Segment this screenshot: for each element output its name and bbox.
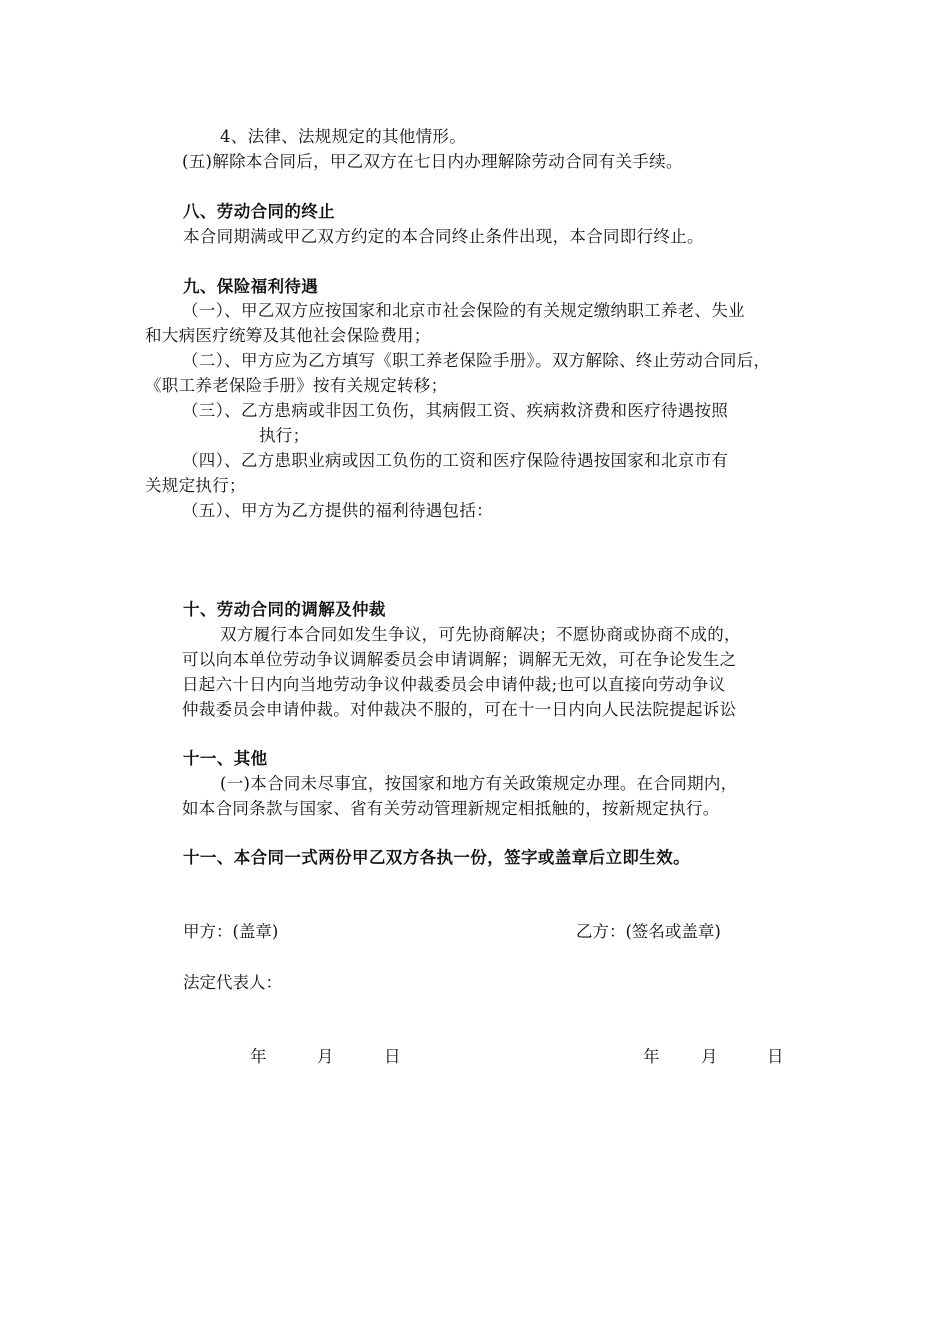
clause-9-1-line1: （一）、甲乙双方应按国家和北京市社会保险的有关规定缴纳职工养老、失业 xyxy=(182,301,745,320)
section-10-line1: 双方履行本合同如发生争议，可先协商解决；不愿协商或协商不成的， xyxy=(220,625,741,644)
section-11-line2: 如本合同条款与国家、省有关劳动管理新规定相抵触的，按新规定执行。 xyxy=(182,799,720,818)
clause-9-2-line1: （二）、甲方应为乙方填写《职工养老保险手册》。双方解除、终止劳动合同后， xyxy=(182,351,771,370)
party-a-seal-label: 甲方：(盖章) xyxy=(183,922,279,941)
clause-9-1-line2: 和大病医疗统筹及其他社会保险费用； xyxy=(145,326,431,345)
party-b-date-year: 年 xyxy=(643,1047,660,1066)
party-a-date-day: 日 xyxy=(384,1047,401,1066)
section-9-heading: 九、保险福利待遇 xyxy=(183,277,319,296)
clause-9-2-line2: 《职工养老保险手册》按有关规定转移； xyxy=(145,376,448,395)
section-11-heading: 十一、其他 xyxy=(183,749,268,768)
section-8-text: 本合同期满或甲乙双方约定的本合同终止条件出现，本合同即行终止。 xyxy=(183,227,704,246)
section-10-line3: 日起六十日内向当地劳动争议仲裁委员会申请仲裁;也可以直接向劳动争议 xyxy=(182,675,726,694)
clause-9-3-line2: 执行； xyxy=(259,426,310,445)
section-10-heading: 十、劳动合同的调解及仲裁 xyxy=(183,600,386,619)
clause-9-5-line1: （五）、甲方为乙方提供的福利待遇包括： xyxy=(182,501,493,520)
clause-9-4-line2: 关规定执行； xyxy=(145,476,246,495)
section-8-heading: 八、劳动合同的终止 xyxy=(183,202,336,221)
section-10-line2: 可以向本单位劳动争议调解委员会申请调解；调解无无效，可在争论发生之 xyxy=(182,650,737,669)
legal-representative-label: 法定代表人： xyxy=(183,973,282,992)
clause-9-3-line1: （三）、乙方患病或非因工负伤，其病假工资、疾病救济费和医疗待遇按照 xyxy=(182,401,729,420)
party-b-sign-label: 乙方：(签名或盖章) xyxy=(576,922,721,941)
clause-9-4-line1: （四）、乙方患职业病或因工负伤的工资和医疗保险待遇按国家和北京市有 xyxy=(182,451,729,470)
clause-7-5-procedures: (五)解除本合同后，甲乙双方在七日内办理解除劳动合同有关手续。 xyxy=(182,152,683,171)
clause-7-4-other: 4、法律、法规规定的其他情形。 xyxy=(220,127,466,146)
party-b-date-month: 月 xyxy=(701,1047,718,1066)
section-11-line1: (一)本合同未尽事宜，按国家和地方有关政策规定办理。在合同期内， xyxy=(220,774,738,793)
section-10-line4: 仲裁委员会申请仲裁。对仲裁决不服的，可在十一日内向人民法院提起诉讼 xyxy=(182,700,737,719)
party-b-date-day: 日 xyxy=(767,1047,784,1066)
party-a-date-month: 月 xyxy=(317,1047,334,1066)
party-a-date-year: 年 xyxy=(250,1047,267,1066)
section-11b-heading: 十一、本合同一式两份甲乙双方各执一份，签字或盖章后立即生效。 xyxy=(183,848,690,867)
